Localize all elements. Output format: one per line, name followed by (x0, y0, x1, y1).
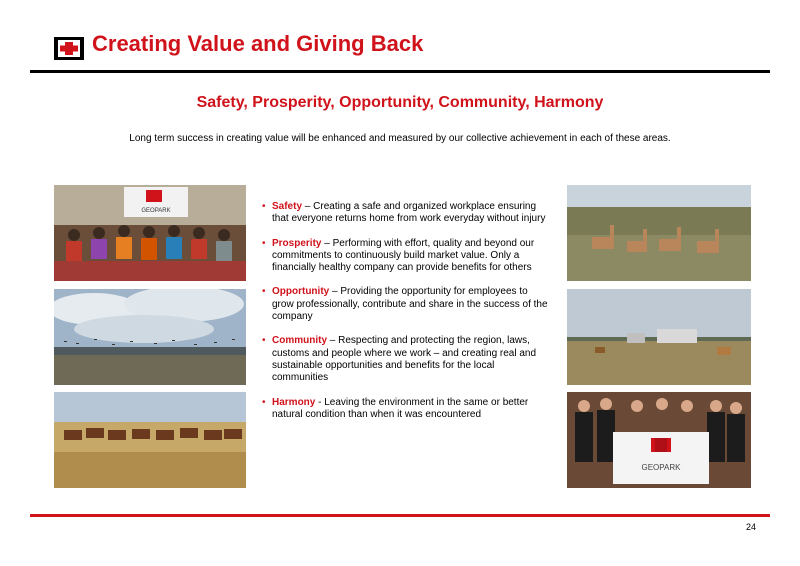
footer-divider (30, 514, 770, 517)
photo-guanacos (567, 185, 751, 281)
list-item-harmony: • Harmony - Leaving the environment in the same or better natural condition than when it was encountered (262, 396, 529, 420)
intro-text: Long term success in creating value will be enhanced and measured by our collective achievement in each of these areas. (129, 133, 671, 144)
banner-label: GEOPARK (641, 463, 681, 472)
page-number: 24 (746, 522, 757, 532)
list-item-prosperity: • Prosperity – Performing with effort, quality and beyond our commitments to continuously build market value. Only a financially healthy company can provide benefits for others (262, 237, 535, 274)
photo-oilfield-horses (567, 289, 751, 385)
bullet-icon: • (262, 286, 266, 298)
list-item-safety: • Safety – Creating a safe and organized workplace ensuring that everyone returns home from work everyday without injury (262, 201, 546, 225)
bullet-icon: • (262, 396, 266, 408)
title-divider (30, 70, 770, 73)
photo-wild-horses (54, 392, 246, 488)
photo-team-banner (567, 392, 751, 488)
list-item-opportunity: • Opportunity – Providing the opportunity for employees to grow professionally, contribute and share in the success of the company (262, 286, 548, 323)
geopark-logo-icon (54, 37, 84, 60)
bullet-icon: • (262, 335, 266, 347)
bullet-icon: • (262, 237, 266, 249)
list-item-community: • Community – Respecting and protecting the region, laws, customs and people where we work – and creating real and sustainable opportunities and benefits for the local communities (262, 335, 537, 384)
banner-label: GEOPARK (141, 208, 171, 214)
values-list (262, 201, 552, 433)
section-subtitle: Safety, Prosperity, Opportunity, Community, Harmony (196, 94, 604, 111)
photo-children-group (54, 185, 246, 281)
page-title: Creating Value and Giving Back (92, 31, 424, 56)
bullet-icon: • (262, 201, 266, 212)
photo-birds-sky (54, 289, 246, 385)
